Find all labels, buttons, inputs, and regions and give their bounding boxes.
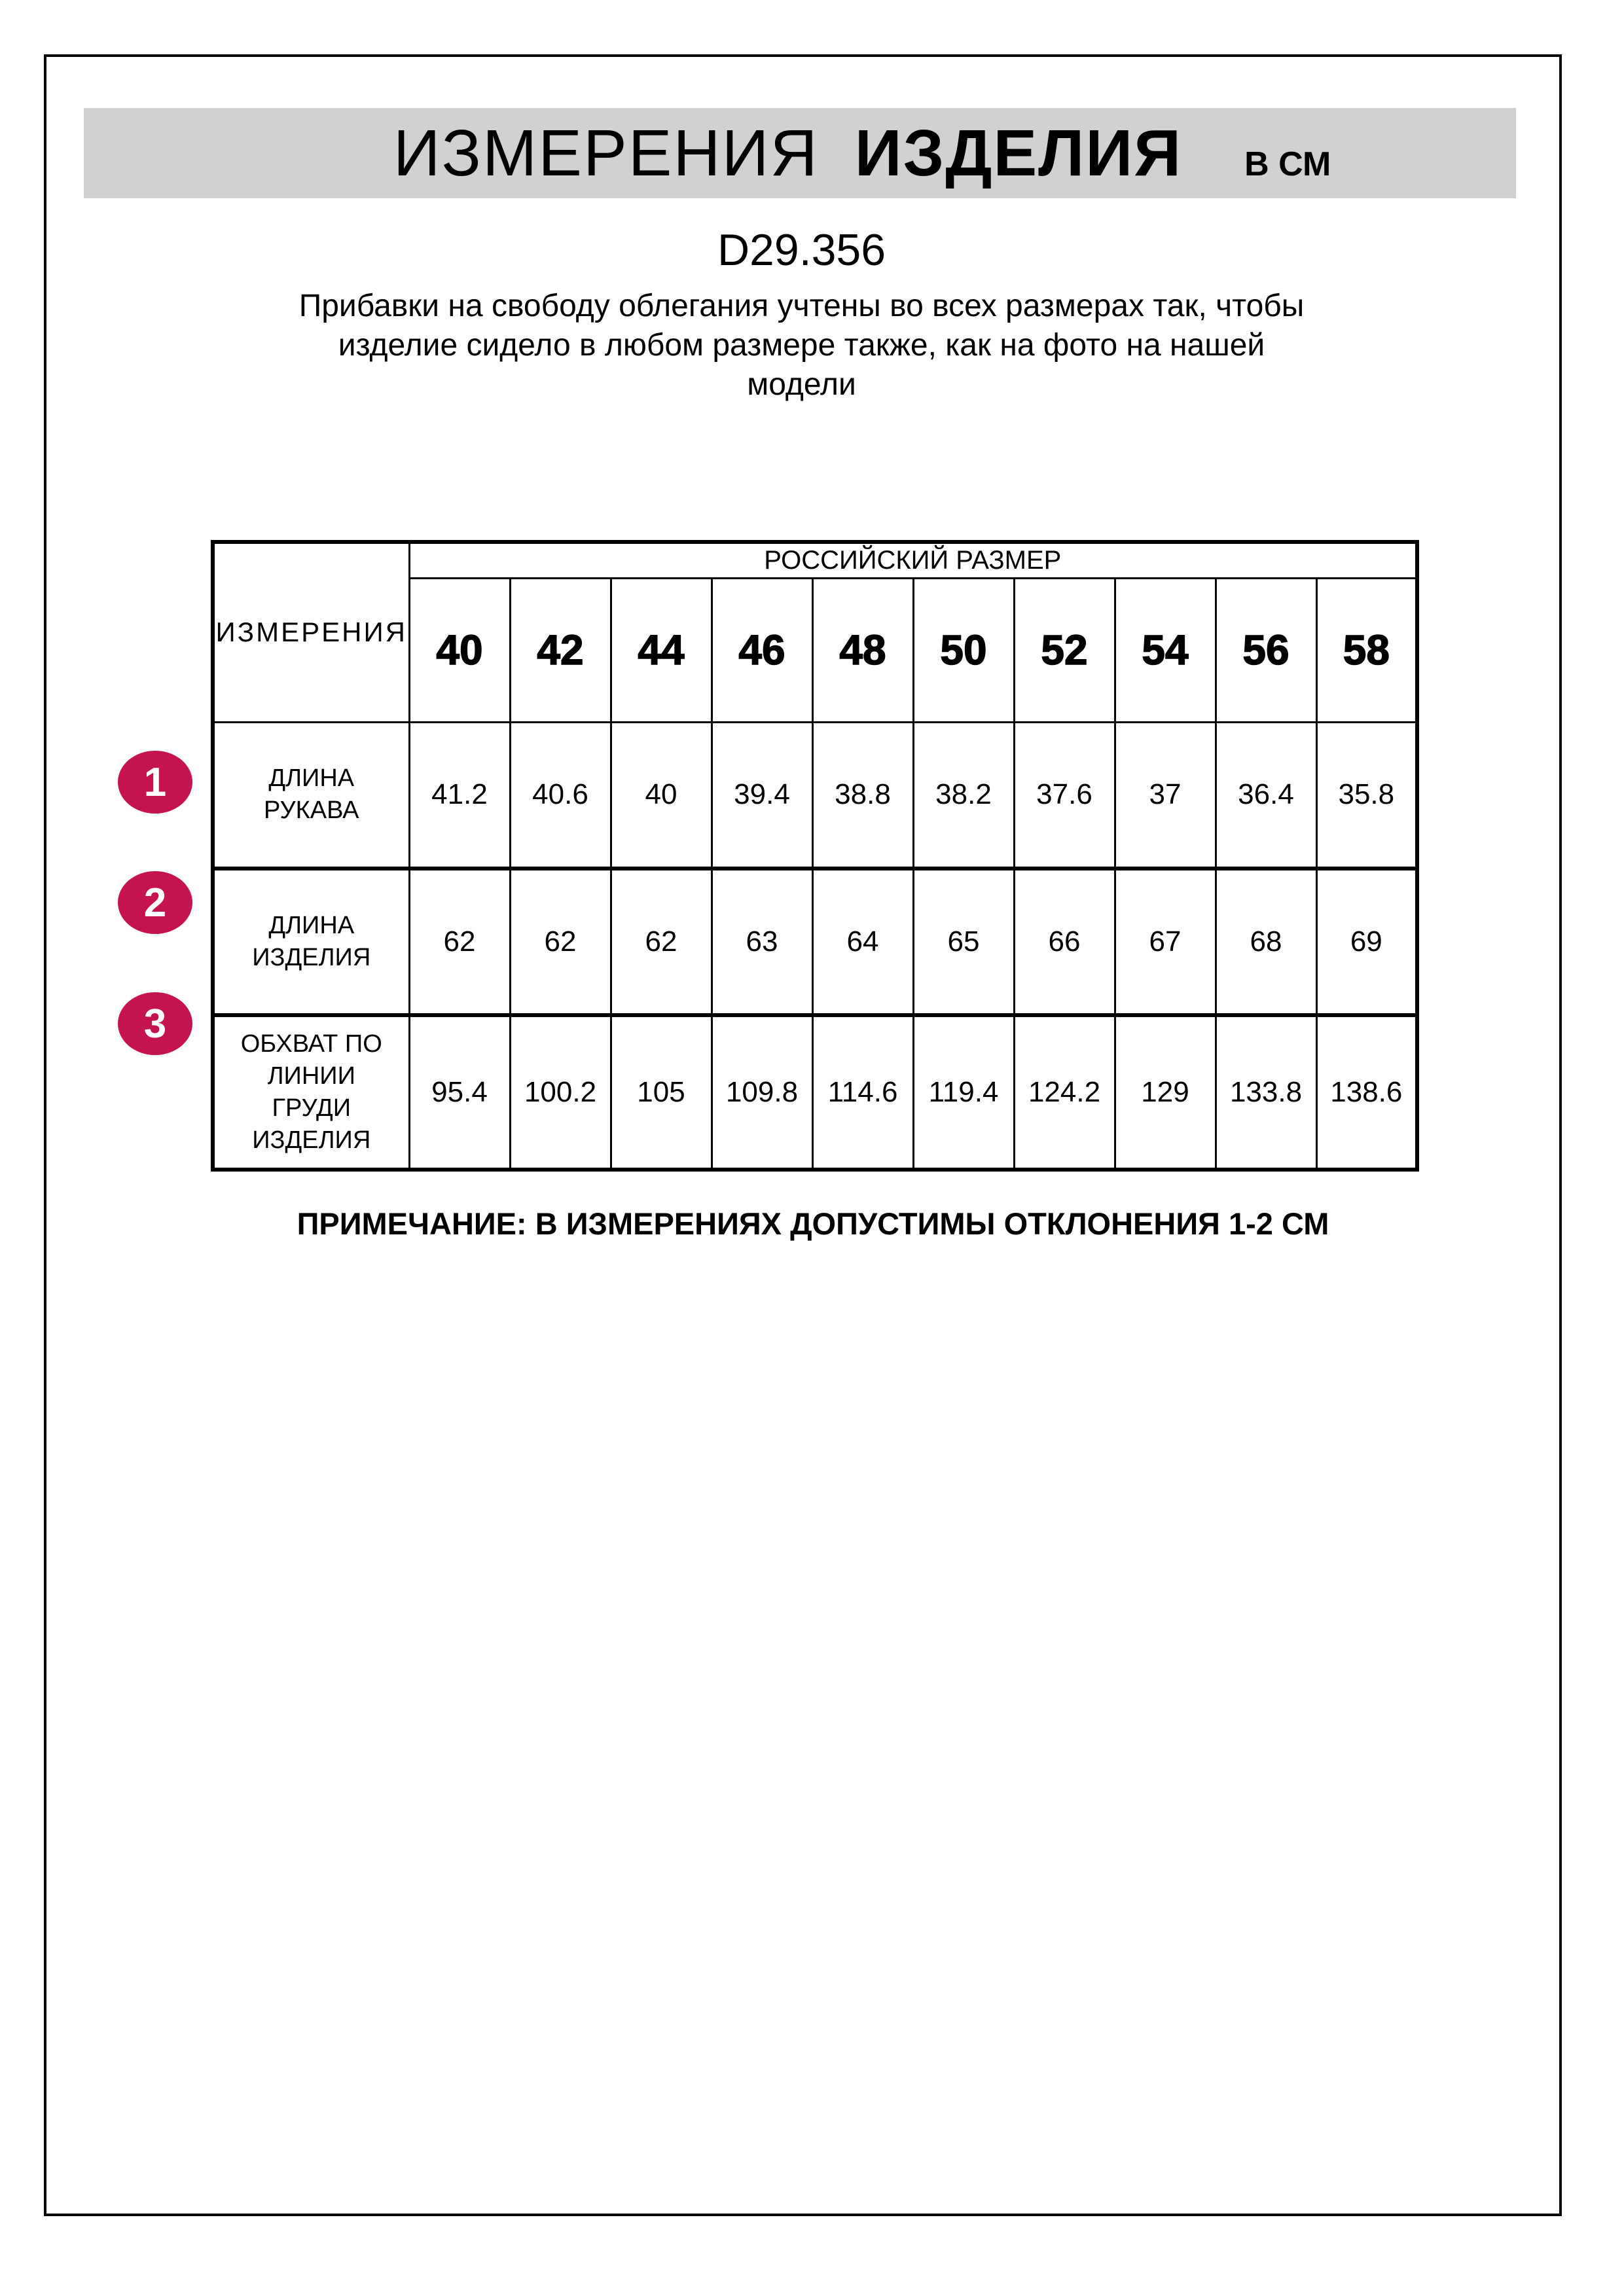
intro-line: модели <box>747 367 856 402</box>
marker-number: 1 <box>143 759 167 805</box>
title-word-product: ИЗДЕЛИЯ <box>854 117 1183 190</box>
value-cell: 38.8 <box>812 722 913 869</box>
marker-number: 2 <box>143 880 167 925</box>
size-header-cell: 42 <box>510 578 611 722</box>
row-marker-2 <box>118 871 192 934</box>
value-cell: 67 <box>1115 869 1216 1015</box>
size-header-cell: 48 <box>812 578 913 722</box>
value-cell: 95.4 <box>409 1015 510 1170</box>
row-label-line: ОБХВАТ ПО <box>240 1030 382 1058</box>
size-header-cell: 40 <box>409 578 510 722</box>
model-code: D29.356 <box>717 225 886 275</box>
marker-number: 3 <box>143 1001 167 1047</box>
intro-line: Прибавки на свободу облегания учтены во всех размерах так, чтобы <box>298 289 1305 323</box>
size-header-cell: 46 <box>712 578 812 722</box>
row-label-cell <box>213 722 409 869</box>
value-cell: 38.2 <box>913 722 1014 869</box>
row-label-line: ИЗДЕЛИЯ <box>252 944 371 971</box>
footnote: ПРИМЕЧАНИЕ: В ИЗМЕРЕНИЯХ ДОПУСТИМЫ ОТКЛОНЕНИЯ 1-2 СМ <box>297 1206 1329 1241</box>
intro-paragraph <box>44 287 1559 404</box>
value-cell: 62 <box>409 869 510 1015</box>
table-row-chest-girth <box>213 1015 1417 1170</box>
size-header-cell: 58 <box>1316 578 1417 722</box>
value-cell: 105 <box>611 1015 712 1170</box>
size-header-cell: 50 <box>913 578 1014 722</box>
value-cell: 63 <box>712 869 812 1015</box>
value-cell: 109.8 <box>712 1015 812 1170</box>
row-label-line: ГРУДИ <box>272 1094 352 1122</box>
value-cell: 36.4 <box>1216 722 1316 869</box>
value-cell: 66 <box>1014 869 1115 1015</box>
value-cell: 65 <box>913 869 1014 1015</box>
value-cell: 119.4 <box>913 1015 1014 1170</box>
value-cell: 35.8 <box>1316 722 1417 869</box>
value-cell: 138.6 <box>1316 1015 1417 1170</box>
row-label-line: ЛИНИИ <box>267 1062 355 1090</box>
row-label-cell <box>213 869 409 1015</box>
group-header-cell: РОССИЙСКИЙ РАЗМЕР <box>409 542 1417 578</box>
size-header-cell: 52 <box>1014 578 1115 722</box>
row-label-cell <box>213 1015 409 1170</box>
value-cell: 133.8 <box>1216 1015 1316 1170</box>
row-marker-1 <box>118 751 192 814</box>
value-cell: 40.6 <box>510 722 611 869</box>
value-cell: 68 <box>1216 869 1316 1015</box>
table-row-product-length <box>213 869 1417 1015</box>
table-row-sleeve-length <box>213 722 1417 869</box>
value-cell: 100.2 <box>510 1015 611 1170</box>
value-cell: 69 <box>1316 869 1417 1015</box>
value-cell: 40 <box>611 722 712 869</box>
title-word-measurements: ИЗМЕРЕНИЯ <box>393 117 819 190</box>
size-header-cell: 54 <box>1115 578 1216 722</box>
title-band <box>84 108 1516 198</box>
value-cell: 41.2 <box>409 722 510 869</box>
corner-header-cell: ИЗМЕРЕНИЯ <box>213 542 409 722</box>
title-unit: В СМ <box>1244 145 1331 183</box>
value-cell: 37 <box>1115 722 1216 869</box>
value-cell: 62 <box>611 869 712 1015</box>
value-cell: 124.2 <box>1014 1015 1115 1170</box>
size-header-cell: 44 <box>611 578 712 722</box>
row-label-line: РУКАВА <box>263 797 359 825</box>
value-cell: 64 <box>812 869 913 1015</box>
table-row <box>213 542 1417 578</box>
value-cell: 39.4 <box>712 722 812 869</box>
row-label-line: ИЗДЕЛИЯ <box>252 1126 371 1154</box>
value-cell: 129 <box>1115 1015 1216 1170</box>
value-cell: 37.6 <box>1014 722 1115 869</box>
value-cell: 114.6 <box>812 1015 913 1170</box>
size-header-cell: 56 <box>1216 578 1316 722</box>
intro-line: изделие сидело в любом размере также, как на фото на нашей <box>338 328 1265 363</box>
value-cell: 62 <box>510 869 611 1015</box>
row-marker-3 <box>118 992 192 1055</box>
row-label-line: ДЛИНА <box>268 764 355 793</box>
size-table <box>211 540 1419 1172</box>
row-label-line: ДЛИНА <box>268 912 355 939</box>
